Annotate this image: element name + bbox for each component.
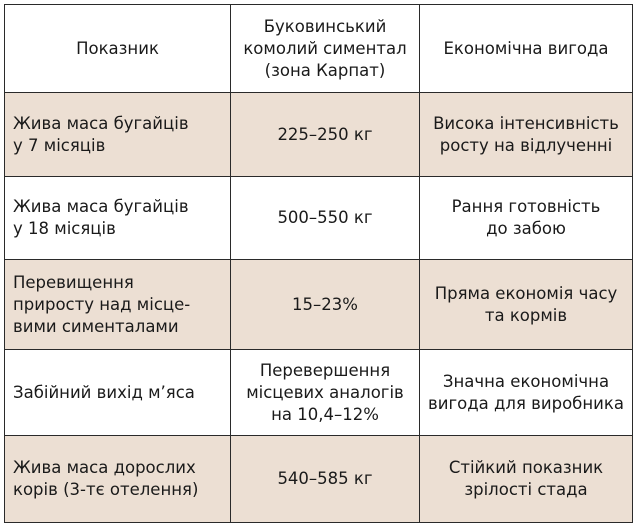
table-row bbox=[5, 436, 633, 523]
cell-value: 500–550 кг bbox=[231, 177, 420, 260]
cell-indicator: Забійний вихід м’яса bbox=[5, 350, 231, 436]
cell-benefit: Значна економічна вигода для виробника bbox=[420, 350, 633, 436]
cell-indicator: Жива маса бугайців у 18 місяців bbox=[5, 177, 231, 260]
table-row bbox=[5, 260, 633, 350]
header-breed: Буковинський комолий симентал (зона Карпат) bbox=[231, 5, 420, 93]
cell-benefit: Висока інтенсивність росту на відлученні bbox=[420, 93, 633, 177]
table-row bbox=[5, 350, 633, 436]
table-row bbox=[5, 177, 633, 260]
cell-value: Перевершення місцевих аналогів на 10,4–12% bbox=[231, 350, 420, 436]
cell-indicator: Жива маса бугайців у 7 місяців bbox=[5, 93, 231, 177]
comparison-table-container bbox=[4, 4, 632, 522]
cell-indicator: Перевищення приросту над місце- вими сименталами bbox=[5, 260, 231, 350]
cell-benefit: Пряма економія часу та кормів bbox=[420, 260, 633, 350]
cell-benefit: Стійкий показник зрілості стада bbox=[420, 436, 633, 523]
cell-value: 15–23% bbox=[231, 260, 420, 350]
header-economic-benefit: Економічна вигода bbox=[420, 5, 633, 93]
cell-value: 225–250 кг bbox=[231, 93, 420, 177]
cell-benefit: Рання готовність до забою bbox=[420, 177, 633, 260]
cell-value: 540–585 кг bbox=[231, 436, 420, 523]
table-header-row bbox=[5, 5, 633, 93]
table-row bbox=[5, 93, 633, 177]
comparison-table bbox=[4, 4, 633, 523]
cell-indicator: Жива маса дорослих корів (3-тє отелення) bbox=[5, 436, 231, 523]
header-indicator: Показник bbox=[5, 5, 231, 93]
